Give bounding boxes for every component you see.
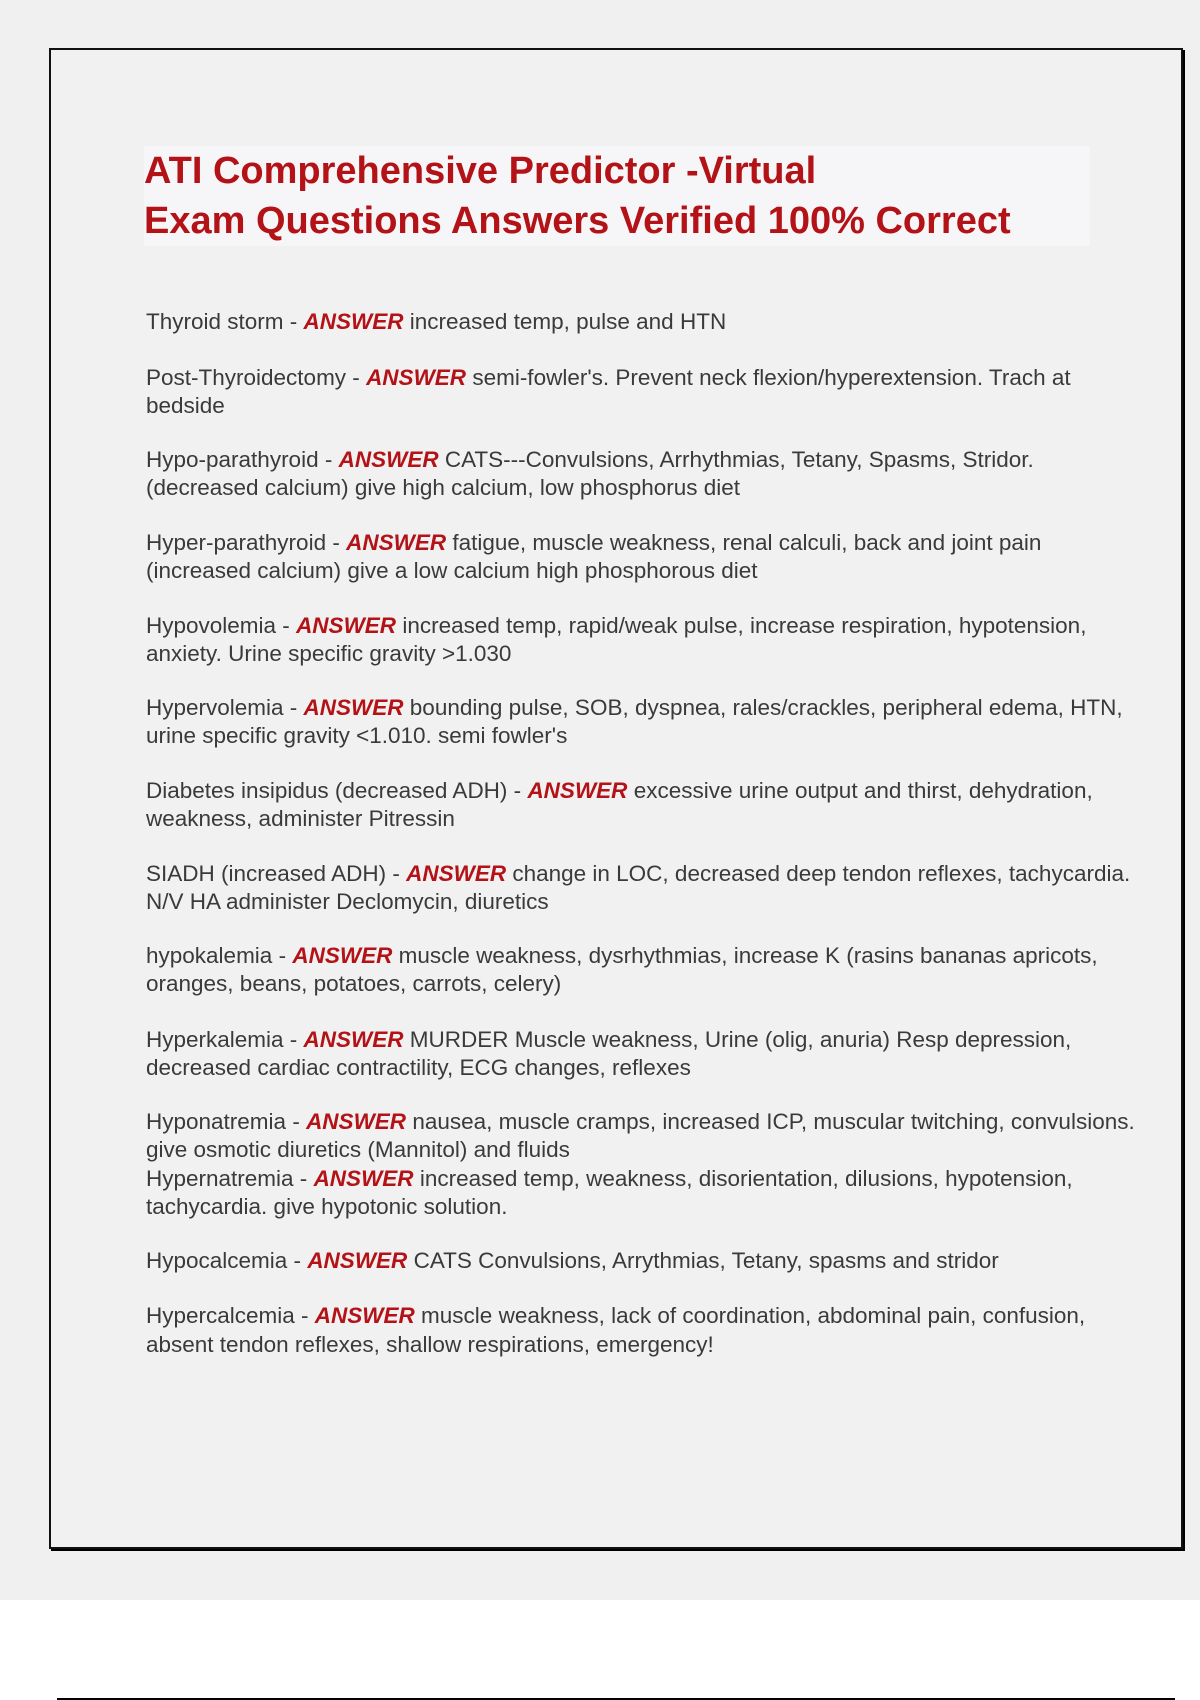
qa-item bbox=[146, 860, 1136, 917]
answer-label: ANSWER bbox=[296, 612, 397, 638]
qa-term: Hypocalcemia - bbox=[146, 1247, 308, 1273]
qa-answer-text: muscle weakness, dysrhythmias, increase K (rasins bananas apricots, oranges, beans, potatoes, carrots, celery) bbox=[146, 942, 1098, 996]
answer-label: ANSWER bbox=[338, 446, 439, 472]
answer-label: ANSWER bbox=[292, 942, 393, 968]
qa-answer-text: bounding pulse, SOB, dyspnea, rales/crackles, peripheral edema, HTN, urine specific gravity <1.010. semi fowler's bbox=[146, 694, 1123, 748]
qa-term: Diabetes insipidus (decreased ADH) - bbox=[146, 777, 528, 803]
answer-label: ANSWER bbox=[366, 364, 467, 390]
qa-term: Post-Thyroidectomy - bbox=[146, 364, 367, 390]
qa-term: Hyper-parathyroid - bbox=[146, 529, 347, 555]
qa-answer-text: CATS Convulsions, Arrythmias, Tetany, spasms and stridor bbox=[407, 1247, 999, 1273]
qa-term: hypokalemia - bbox=[146, 942, 293, 968]
qa-item bbox=[146, 308, 1136, 337]
qa-item bbox=[146, 364, 1136, 421]
qa-item bbox=[146, 1165, 1136, 1222]
qa-item bbox=[146, 942, 1136, 999]
qa-term: Hypercalcemia - bbox=[146, 1303, 315, 1328]
qa-term: Hypervolemia - bbox=[146, 694, 304, 720]
qa-answer-text: semi-fowler's. Prevent neck flexion/hyperextension. Trach at bedside bbox=[146, 364, 1071, 418]
answer-label: ANSWER bbox=[313, 1165, 414, 1191]
qa-list bbox=[146, 308, 1136, 1359]
qa-term: Hypovolemia - bbox=[146, 612, 297, 638]
answer-label: ANSWER bbox=[306, 1108, 407, 1134]
qa-term: Thyroid storm - bbox=[146, 309, 304, 334]
qa-answer-text: fatigue, muscle weakness, renal calculi, back and joint pain (increased calcium) give a low calcium high phosphorous diet bbox=[146, 529, 1042, 583]
qa-term: Hyponatremia - bbox=[146, 1108, 307, 1134]
qa-item bbox=[146, 1247, 1136, 1276]
answer-label: ANSWER bbox=[406, 860, 507, 886]
qa-answer-text: muscle weakness, lack of coordination, abdominal pain, confusion, absent tendon reflexes, shallow respirations, emergency! bbox=[146, 1303, 1086, 1357]
qa-item bbox=[146, 529, 1136, 586]
qa-answer-text: increased temp, weakness, disorientation, dilusions, hypotension, tachycardia. give hypotonic solution. bbox=[146, 1165, 1073, 1219]
qa-answer-text: CATS---Convulsions, Arrhythmias, Tetany, Spasms, Stridor. (decreased calcium) give high calcium, low phosphorus diet bbox=[146, 446, 1034, 500]
qa-item bbox=[146, 694, 1136, 751]
qa-item bbox=[146, 1108, 1136, 1165]
qa-answer-text: nausea, muscle cramps, increased ICP, muscular twitching, convulsions. give osmotic diuretics (Mannitol) and fluids bbox=[146, 1108, 1135, 1162]
qa-term: Hypernatremia - bbox=[146, 1165, 314, 1191]
answer-label: ANSWER bbox=[346, 529, 447, 555]
qa-term: SIADH (increased ADH) - bbox=[146, 860, 407, 886]
answer-label: ANSWER bbox=[307, 1247, 408, 1273]
answer-label: ANSWER bbox=[314, 1303, 415, 1328]
document-page bbox=[49, 48, 1183, 1549]
qa-term: Hyperkalemia - bbox=[146, 1026, 304, 1052]
qa-answer-text: change in LOC, decreased deep tendon reflexes, tachycardia. N/V HA administer Declomycin, diuretics bbox=[146, 860, 1131, 914]
qa-answer-text: increased temp, pulse and HTN bbox=[403, 309, 727, 334]
title-line-1: ATI Comprehensive Predictor -Virtual bbox=[144, 150, 817, 192]
answer-label: ANSWER bbox=[303, 694, 404, 720]
qa-answer-text: increased temp, rapid/weak pulse, increase respiration, hypotension, anxiety. Urine specific gravity >1.030 bbox=[146, 612, 1087, 666]
qa-item bbox=[146, 1302, 1136, 1359]
answer-label: ANSWER bbox=[303, 1026, 404, 1052]
page-footer-area bbox=[0, 1600, 1200, 1700]
document-title bbox=[144, 146, 1090, 246]
answer-label: ANSWER bbox=[303, 309, 404, 334]
answer-label: ANSWER bbox=[527, 777, 628, 803]
qa-answer-text: MURDER Muscle weakness, Urine (olig, anuria) Resp depression, decreased cardiac contractility, ECG changes, reflexes bbox=[146, 1026, 1072, 1080]
qa-item bbox=[146, 446, 1136, 503]
qa-item bbox=[146, 1026, 1136, 1083]
title-line-2: Exam Questions Answers Verified 100% Correct bbox=[144, 200, 1011, 242]
qa-term: Hypo-parathyroid - bbox=[146, 446, 339, 472]
qa-item bbox=[146, 777, 1136, 834]
qa-item bbox=[146, 612, 1136, 669]
qa-answer-text: excessive urine output and thirst, dehydration, weakness, administer Pitressin bbox=[146, 777, 1093, 831]
